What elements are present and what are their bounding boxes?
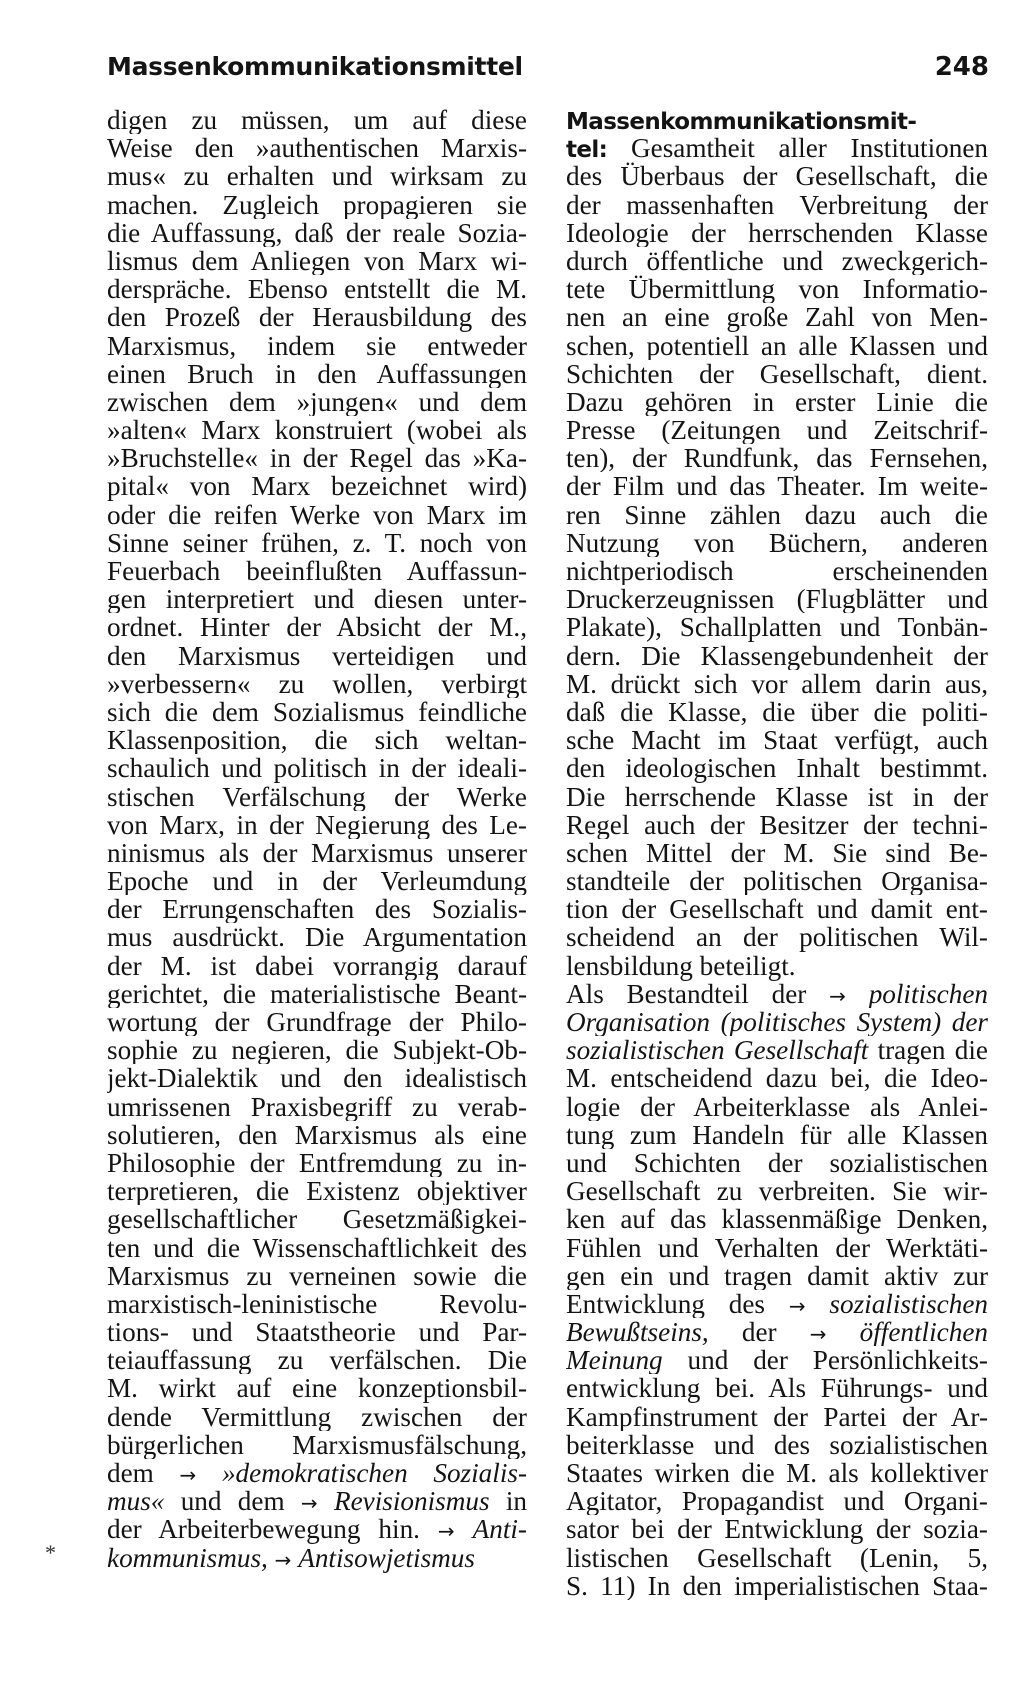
page-number: 248	[934, 52, 989, 82]
text-line: Die herrschende Klasse ist in der	[566, 782, 988, 811]
text-line	[107, 1459, 527, 1487]
text-line: die Auffassung, daß der reale Sozia-	[107, 218, 527, 247]
text-line: logie der Arbeiterklasse als Anlei-	[566, 1092, 988, 1121]
text-line	[107, 1515, 527, 1543]
text-line: standteile der politischen Organisa-	[566, 867, 988, 896]
cross-reference-term: öffentlichen	[859, 1318, 988, 1347]
cross-reference-arrow-icon: →	[809, 1322, 827, 1347]
text-line: Presse (Zeitungen und Zeitschrif-	[566, 416, 988, 445]
text-line: listischen Gesellschaft (Lenin, 5,	[566, 1543, 988, 1572]
text-line: ordnet. Hinter der Absicht der M.,	[107, 613, 527, 642]
text-segment: Als Bestandteil der	[566, 979, 830, 1008]
text-line: wortung der Grundfrage der Philo-	[107, 1008, 527, 1037]
text-segment	[806, 1290, 830, 1318]
text-line: marxistisch-leninistische Revolu-	[107, 1289, 527, 1319]
text-line: Nutzung von Büchern, anderen	[566, 528, 988, 557]
text-line	[566, 1008, 988, 1036]
text-line: tions- und Staatstheorie und Par-	[107, 1318, 527, 1347]
text-line: M. entscheidend dazu bei, die Ideo-	[566, 1064, 988, 1093]
text-line: einen Bruch in den Auffassungen	[107, 359, 527, 388]
text-line: pital« von Marx bezeichnet wird)	[107, 472, 527, 501]
text-line: dende Vermittlung zwischen der	[107, 1402, 527, 1431]
text-line: Fühlen und Verhalten der Werktäti-	[566, 1233, 988, 1262]
text-line: tete Übermittlung von Informatio-	[566, 275, 988, 304]
text-line: Epoche und in der Verleumdung	[107, 867, 527, 896]
text-line: Regel auch der Besitzer der techni-	[566, 810, 988, 839]
left-text-column	[107, 106, 527, 1572]
entry-keyword: Massenkommunikationsmit-	[566, 109, 917, 135]
text-segment	[846, 980, 869, 1008]
cross-reference-arrow-icon: →	[788, 1293, 806, 1318]
text-line: schaulich und politisch in der ideali-	[107, 754, 527, 783]
cross-reference-term: Organisation (politisches System) der	[566, 1008, 988, 1037]
running-header-title: Massenkommunikationsmittel	[107, 52, 523, 81]
text-line: dern. Die Klassengebundenheit der	[566, 641, 988, 670]
text-line: derspräche. Ebenso entstellt die M.	[107, 275, 527, 304]
cross-reference-arrow-icon: →	[437, 1519, 455, 1544]
text-line: solutieren, den Marxismus als eine	[107, 1120, 527, 1149]
text-line: schen, potentiell an alle Klassen und	[566, 331, 988, 360]
cross-reference-term: Antisowjetismus	[298, 1542, 475, 1573]
text-line: Klassenposition, die sich weltan-	[107, 726, 527, 755]
text-line	[566, 134, 988, 162]
cross-reference-term: kommunismus,	[107, 1542, 268, 1573]
cross-reference-term: sozialistischen Gesellschaft	[566, 1036, 869, 1065]
cross-reference-arrow-icon: →	[300, 1491, 318, 1516]
text-line: »verbessern« zu wollen, verbirgt	[107, 669, 527, 698]
text-line: jekt-Dialektik und den idealistisch	[107, 1064, 527, 1093]
text-line: bürgerlichen Marxismusfälschung,	[107, 1430, 527, 1459]
text-line: ninismus als der Marxismus unserer	[107, 838, 527, 868]
text-line: tung zum Handeln für alle Klassen	[566, 1120, 988, 1149]
text-line: »alten« Marx konstruiert (wobei als	[107, 416, 527, 445]
text-line: entwicklung bei. Als Führungs- und	[566, 1374, 988, 1403]
text-line: M. drückt sich vor allem darin aus,	[566, 669, 988, 698]
cross-reference-arrow-icon: →	[829, 983, 846, 1008]
text-line: ten), der Rundfunk, das Fernsehen,	[566, 444, 988, 473]
text-line: terpretieren, die Existenz objektiver	[107, 1177, 527, 1206]
text-line	[107, 1487, 527, 1515]
text-line: sich die dem Sozialismus feindliche	[107, 697, 527, 727]
cross-reference-term: politischen	[868, 979, 988, 1008]
text-line: Staates wirken die M. als kollektiver	[566, 1459, 988, 1488]
entry-keyword: tel:	[566, 137, 608, 163]
text-line: den Prozeß der Herausbildung des	[107, 303, 527, 332]
text-line: Sinne seiner frühen, z. T. noch von	[107, 528, 527, 557]
cross-reference-term: sozialistischen	[829, 1289, 988, 1319]
text-line: Marxismus, indem sie entweder	[107, 331, 527, 360]
text-line: Ideologie der herrschenden Klasse	[566, 218, 988, 247]
text-line: Dazu gehören in erster Linie die	[566, 387, 988, 417]
text-line: tion der Gesellschaft und damit ent-	[566, 895, 988, 924]
text-line: umrissenen Praxisbegriff zu verab-	[107, 1092, 527, 1121]
text-line: beiterklasse und des sozialistischen	[566, 1430, 988, 1459]
text-line: daß die Klasse, die über die politi-	[566, 697, 988, 727]
text-line: lismus dem Anliegen von Marx wi-	[107, 246, 527, 276]
text-line: von Marx, in der Negierung des Le-	[107, 810, 527, 839]
text-line: schen Mittel der M. Sie sind Be-	[566, 838, 988, 868]
text-line: Feuerbach beeinflußten Auffassun-	[107, 557, 527, 586]
text-line: Weise den »authentischen Marxis-	[107, 134, 527, 163]
cross-reference-term: mus«	[107, 1487, 165, 1516]
text-line: Philosophie der Entfremdung zu in-	[107, 1148, 527, 1178]
text-line: Druckerzeugnissen (Flugblätter und	[566, 585, 988, 614]
text-segment	[318, 1487, 334, 1515]
text-line	[566, 1346, 988, 1374]
cross-reference-term: Meinung	[566, 1346, 663, 1375]
text-line: stischen Verfälschung der Werke	[107, 782, 527, 811]
text-segment: in	[489, 1487, 527, 1516]
text-line	[566, 980, 988, 1008]
text-line: gesellschaftlicher Gesetzmäßigkei-	[107, 1205, 527, 1234]
cross-reference-term: Bewußtseins,	[566, 1318, 709, 1347]
text-line: Schichten der Gesellschaft, dient.	[566, 359, 988, 388]
cross-reference-term: Anti-	[472, 1515, 527, 1544]
text-line: ten und die Wissenschaftlichkeit des	[107, 1233, 527, 1262]
text-line: lensbildung beteiligt.	[566, 950, 796, 981]
text-line	[566, 106, 988, 134]
text-line: und Schichten der sozialistischen	[566, 1148, 988, 1178]
text-line: mus« zu erhalten und wirksam zu	[107, 162, 527, 191]
text-line: gerichtet, die materialistische Beant-	[107, 979, 527, 1008]
cross-reference-term: Revisionismus	[333, 1487, 490, 1516]
right-text-column	[566, 106, 988, 1600]
text-line: der massenhaften Verbreitung der	[566, 190, 988, 219]
text-segment: der	[708, 1318, 810, 1347]
text-line: gen ein und tragen damit aktiv zur	[566, 1261, 988, 1290]
text-line	[566, 1036, 988, 1064]
text-segment	[827, 1318, 860, 1346]
text-line: ren Sinne zählen dazu auch die	[566, 500, 988, 529]
margin-mark: *	[45, 1540, 56, 1565]
text-segment: tragen die	[868, 1036, 988, 1065]
text-line: »Bruchstelle« in der Regel das »Ka-	[107, 444, 527, 473]
text-line: der M. ist dabei vorrangig darauf	[107, 951, 527, 980]
text-line: Agitator, Propagandist und Organi-	[566, 1487, 988, 1516]
text-line: machen. Zugleich propagieren sie	[107, 190, 527, 219]
text-line: S. 11) In den imperialistischen Staa-	[566, 1571, 988, 1600]
text-segment	[268, 1543, 275, 1573]
text-line: zwischen dem »jungen« und dem	[107, 387, 527, 417]
text-line: des Überbaus der Gesellschaft, die	[566, 162, 988, 191]
text-line: teiauffassung zu verfälschen. Die	[107, 1346, 527, 1375]
text-segment: der Arbeiterbewegung hin.	[107, 1515, 438, 1544]
text-line: mus ausdrückt. Die Argumentation	[107, 923, 527, 952]
text-line: nen an eine große Zahl von Men-	[566, 303, 988, 332]
text-line: der Film und das Theater. Im weite-	[566, 472, 988, 501]
cross-reference-term: »demokratischen Sozialis-	[196, 1459, 527, 1488]
text-segment	[455, 1515, 473, 1543]
text-line: Plakate), Schallplatten und Tonbän-	[566, 613, 988, 642]
text-segment: dem	[107, 1459, 180, 1488]
text-line: Kampfinstrument der Partei der Ar-	[566, 1402, 988, 1431]
cross-reference-arrow-icon: →	[274, 1547, 292, 1572]
text-line: den Marxismus verteidigen und	[107, 641, 527, 670]
text-line	[566, 1318, 988, 1346]
text-line: gen interpretiert und diesen unter-	[107, 585, 527, 614]
text-segment: und der Persönlichkeits-	[662, 1346, 988, 1375]
text-line: der Errungenschaften des Sozialis-	[107, 895, 527, 924]
text-line: sator bei der Entwicklung der sozia-	[566, 1515, 988, 1544]
text-line: sche Macht im Staat verfügt, auch	[566, 726, 988, 755]
text-line: nichtperiodisch erscheinenden	[566, 557, 988, 586]
cross-reference-arrow-icon: →	[179, 1463, 197, 1487]
text-line: den ideologischen Inhalt bestimmt.	[566, 754, 988, 783]
text-line	[566, 1290, 988, 1318]
text-segment: und dem	[164, 1487, 301, 1516]
text-line: ken auf das klassenmäßige Denken,	[566, 1205, 988, 1234]
text-segment: Gesamtheit aller Institutionen	[607, 134, 988, 163]
text-line: durch öffentliche und zweckgerich-	[566, 246, 988, 276]
text-line	[107, 1544, 527, 1572]
text-segment: Entwicklung des	[566, 1289, 789, 1319]
text-line: sophie zu negieren, die Subjekt-Ob-	[107, 1036, 527, 1065]
text-line: Gesellschaft zu verbreiten. Sie wir-	[566, 1177, 988, 1206]
text-line: oder die reifen Werke von Marx im	[107, 500, 527, 529]
text-line: digen zu müssen, um auf diese	[107, 106, 527, 135]
text-line: scheidend an der politischen Wil-	[566, 923, 988, 952]
text-line: Marxismus zu verneinen sowie die	[107, 1261, 527, 1290]
text-line: M. wirkt auf eine konzeptionsbil-	[107, 1374, 527, 1403]
